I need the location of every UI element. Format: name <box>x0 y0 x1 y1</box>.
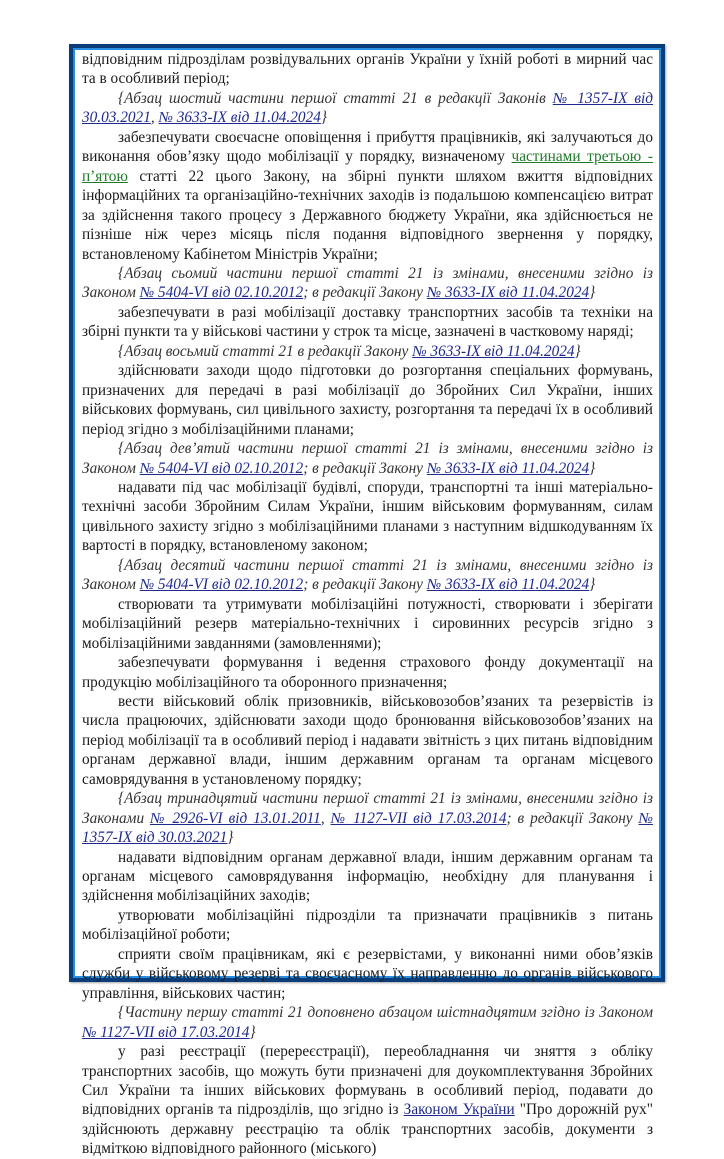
text-run: } <box>589 576 596 594</box>
text-run: вести військовий облік призовників, військовозобов’язаних та резервістів із числа працюючих, здійснювати заходи щодо бронювання військовозобов’язаних на період мобілізації та в особливий період і надавати звітність з цих питань відповідним органам державної влади, іншим державним органам та органам місцевого самоврядування в установленому порядку; <box>82 692 653 788</box>
text-run: } <box>227 829 234 847</box>
paragraph <box>82 848 653 906</box>
document-frame-inner <box>73 48 661 1158</box>
paragraph <box>82 653 653 692</box>
text-run: {Абзац шостий частини першої статті 21 в редакції Законів <box>118 89 553 107</box>
text-run: забезпечувати в разі мобілізації доставку транспортних засобів та техніки на збірні пункти та у військові частини у строк та місце, зазначені в частковому наряді; <box>82 303 653 341</box>
law-link[interactable]: № 5404-VI від 02.10.2012 <box>139 459 304 477</box>
law-link[interactable]: № 3633-IX від 11.04.2024 <box>426 284 590 302</box>
amendment-note <box>82 789 653 847</box>
text-run: {Частину першу статті 21 доповнено абзацом шістнадцятим згідно із Законом <box>118 1004 653 1022</box>
text-run: ; в редакції Закону <box>303 576 427 594</box>
law-link[interactable]: № 3633-IX від 11.04.2024 <box>158 109 321 127</box>
law-link[interactable]: № 5404-VI від 02.10.2012 <box>139 576 304 594</box>
text-run: {Абзац сьомий частини першої статті 21 із змінами, внесеними згідно із Законом <box>82 264 653 302</box>
law-link[interactable]: № 1127-VII від 17.03.2014 <box>82 1023 250 1041</box>
text-run: } <box>589 459 596 477</box>
document-body <box>82 50 653 1159</box>
paragraph <box>82 692 653 789</box>
amendment-note <box>82 342 653 361</box>
text-run: статті 22 цього Закону, на збірні пункти шляхом вжиття відповідних інформаційних та організаційно-технічних заходів із подальшою компенсацією витрат за здійснення такого процесу з Державного бюджету України, яка здійснюється не пізніше ніж через місяць після подання відповідного звернення у порядку, встановленому Кабінетом Міністрів України; <box>82 167 653 263</box>
text-run: } <box>589 284 596 302</box>
amendment-note <box>82 264 653 303</box>
paragraph <box>82 50 653 89</box>
law-link[interactable]: № 3633-IX від 11.04.2024 <box>426 459 590 477</box>
law-link[interactable]: частинами третьою - п’ятою <box>82 148 653 185</box>
text-run: ; в редакції Закону <box>303 459 427 477</box>
law-link[interactable]: № 1357-IX від 30.03.2021 <box>82 89 653 127</box>
law-link[interactable]: № 3633-IX від 11.04.2024 <box>412 342 575 360</box>
text-run: сприяти своїм працівникам, які є резервістами, у виконанні ними обов’язків служби у військовому резерві та своєчасному їх направленню до органів військового управління, військових частин; <box>82 945 653 1002</box>
text-run: {Абзац восьмий статті 21 в редакції Закону <box>118 342 413 360</box>
text-run: {Абзац десятий частини першої статті 21 із змінами, внесеними згідно із Законом <box>82 556 653 594</box>
text-run: надавати під час мобілізації будівлі, споруди, транспортні та інші матеріально-технічні засоби Збройним Силам України, іншим військовим формуванням, силам цивільного захисту згідно з мобілізаційними планами з наступним відшкодуванням їх вартості в порядку, встановленому законом; <box>82 478 653 555</box>
law-link[interactable]: Законом України <box>403 1101 515 1119</box>
text-run: надавати відповідним органам державної влади, іншим державним органам та органам місцевого самоврядування інформацію, необхідну для планування і здійснення мобілізаційних заходів; <box>82 848 653 905</box>
law-link[interactable]: № 1127-VII від 17.03.2014 <box>330 809 507 827</box>
text-run: ; в редакції Закону <box>303 284 427 302</box>
text-run: утворювати мобілізаційні підрозділи та призначати працівників з питань мобілізаційної роботи; <box>82 906 653 944</box>
paragraph <box>82 303 653 342</box>
text-run: , <box>320 809 331 827</box>
text-run: відповідним підрозділам розвідувальних органів України у їхній роботі в мирний час та в особливий період; <box>82 51 653 88</box>
text-run: } <box>574 342 581 360</box>
amendment-note <box>82 556 653 595</box>
paragraph <box>82 478 653 556</box>
text-run: {Абзац дев’ятий частини першої статті 21 із змінами, внесеними згідно із Законом <box>82 440 653 477</box>
document-frame <box>69 44 665 1158</box>
paragraph <box>82 906 653 945</box>
text-run: ; в редакції Закону <box>506 809 639 827</box>
text-run: у разі реєстрації (перереєстрації), переобладнання чи зняття з обліку транспортних засобів, що можуть бути призначені для доукомплектування Збройних Сил України та інших військових формувань в особливий період, подавати до відповідних органів та підрозділів, що згідно із <box>82 1043 653 1119</box>
law-link[interactable]: № 2926-VI від 13.01.2011 <box>150 809 321 827</box>
text-run: створювати та утримувати мобілізаційні потужності, створювати і зберігати мобілізаційний резерв матеріально-технічних і сировинних ресурсів згідно з мобілізаційними завданнями (замовленнями); <box>82 595 653 652</box>
text-run: здійснювати заходи щодо підготовки до розгортання спеціальних формувань, призначених для передачі в разі мобілізації до Збройних Сил України, інших військових формувань, сил цивільного захисту, розгортання та передачі їх в особливий період згідно з мобілізаційними планами; <box>82 362 653 438</box>
paragraph <box>82 128 653 264</box>
text-run: забезпечувати своєчасне оповіщення і прибуття працівників, які залучаються до виконання обов’язку щодо мобілізації у порядку, визначеному <box>82 128 653 166</box>
paragraph <box>82 361 653 439</box>
amendment-note <box>82 89 653 128</box>
paragraph <box>82 595 653 653</box>
law-link[interactable]: № 1357-IX від 30.03.2021 <box>82 809 653 847</box>
text-run: забезпечувати формування і ведення страхового фонду документації на продукцію мобілізаційного та оборонного призначення; <box>82 654 653 691</box>
text-run: , <box>150 109 159 127</box>
law-link[interactable]: № 5404-VI від 02.10.2012 <box>139 284 304 302</box>
text-run: "Про дорожній рух" здійснюють державну реєстрацію та облік транспортних засобів, документи з відміткою відповідного районного (міського) <box>82 1101 653 1158</box>
text-run: } <box>249 1023 256 1041</box>
paragraph <box>82 1042 653 1159</box>
paragraph <box>82 945 653 1003</box>
text-run: } <box>320 109 327 127</box>
text-run: {Абзац тринадцятий частини першої статті 21 із змінами, внесеними згідно із Законами <box>82 790 653 827</box>
amendment-note <box>82 439 653 478</box>
law-link[interactable]: № 3633-IX від 11.04.2024 <box>426 576 590 594</box>
amendment-note <box>82 1003 653 1042</box>
